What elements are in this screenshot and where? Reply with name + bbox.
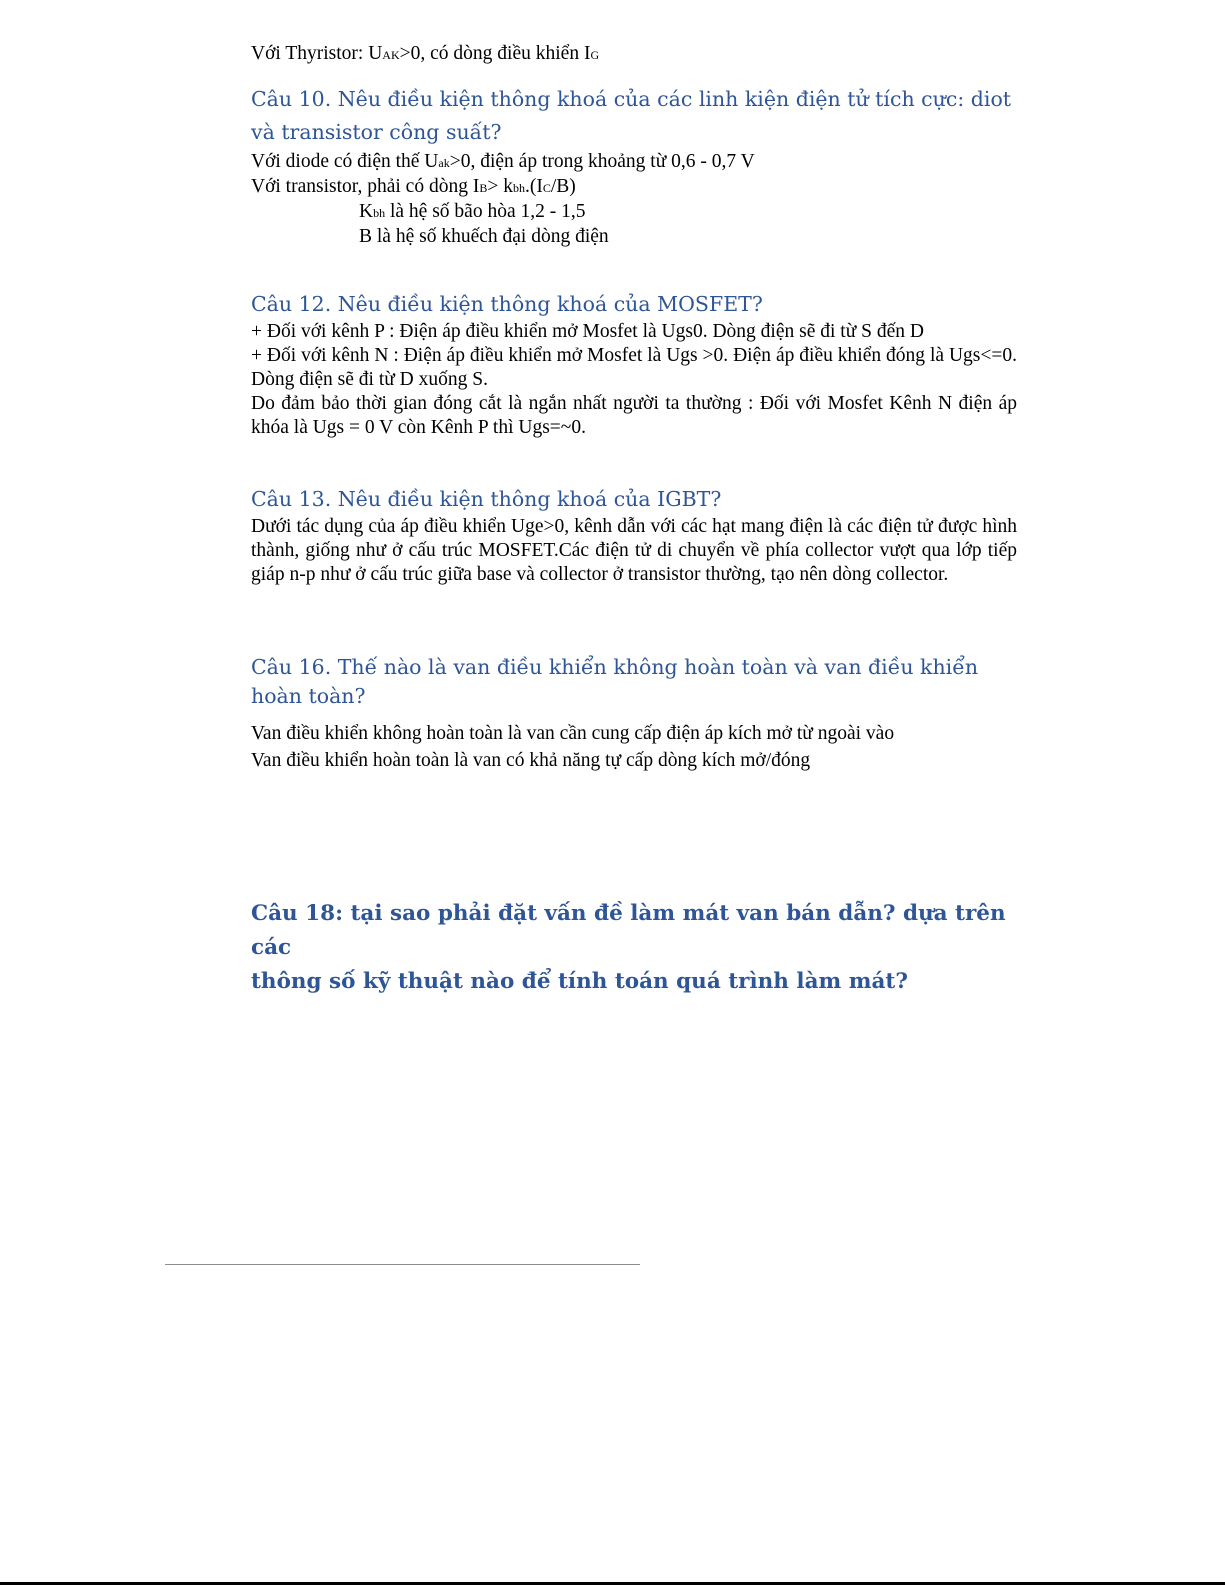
- transistor-suffix: /B): [550, 176, 576, 197]
- transistor-prefix: Với transistor, phải có dòng I: [251, 176, 480, 197]
- question-12-answer: [251, 320, 1017, 440]
- kbh-line: [251, 200, 1017, 225]
- thyristor-prefix: Với Thyristor: U: [251, 43, 383, 64]
- thyristor-sub-ak: AK: [382, 48, 400, 62]
- diode-sub: ak: [438, 156, 450, 170]
- question-18-title-line2: thông số kỹ thuật nào để tính toán quá trình làm mát?: [251, 969, 908, 994]
- diode-line: [251, 150, 1017, 175]
- kbh-sub: bh: [373, 206, 386, 220]
- question-16-answer: [251, 720, 1017, 774]
- question-12-title: Câu 12. Nêu điều kiện thông khoá của MOSFET?: [251, 292, 763, 316]
- thyristor-sub-g: G: [590, 48, 600, 62]
- question-16: [251, 653, 1017, 711]
- question-16-line1: Van điều khiển không hoàn toàn là van cần cung cấp điện áp kích mở từ ngoài vào: [251, 723, 895, 744]
- question-18: [251, 897, 1017, 999]
- question-10-title-line2: và transistor công suất?: [251, 120, 502, 144]
- transistor-mid: > k: [487, 176, 513, 197]
- thyristor-mid: >0, có dòng điều khiển I: [399, 43, 591, 64]
- question-12-line1: + Đối với kênh P : Điện áp điều khiển mở Mosfet là Ugs0. Dòng điện sẽ đi từ S đến D: [251, 321, 924, 342]
- question-16-title-line1: Câu 16. Thế nào là van điều khiển không hoàn toàn và van điều khiển: [251, 655, 979, 679]
- question-16-title-line2: hoàn toàn?: [251, 684, 366, 708]
- question-10-title-line1: Câu 10. Nêu điều kiện thông khoá của các linh kiện điện tử tích cực: diot: [251, 87, 1012, 111]
- question-13-title: Câu 13. Nêu điều kiện thông khoá của IGBT?: [251, 487, 722, 511]
- question-18-title-line1: Câu 18: tại sao phải đặt vấn đề làm mát van bán dẫn? dựa trên các: [251, 901, 1006, 960]
- question-12-para3: Do đảm bảo thời gian đóng cắt là ngắn nhất người ta thường : Đối với Mosfet Kênh N điện áp khóa là Ugs = 0 V còn Kênh P thì Ugs=~0.: [251, 393, 1017, 438]
- question-12: [251, 288, 1017, 321]
- footnote-separator: [165, 1264, 640, 1265]
- question-12-para2: + Đối với kênh N : Điện áp điều khiển mở Mosfet là Ugs >0. Điện áp điều khiển đóng là Ugs<=0. Dòng điện sẽ đi từ D xuống S.: [251, 345, 1017, 390]
- b-line: B là hệ số khuếch đại dòng điện: [359, 226, 609, 247]
- question-13: [251, 483, 1017, 516]
- transistor-sub-c: C: [542, 181, 551, 195]
- transistor-line: [251, 175, 1017, 200]
- diode-suffix: >0, điện áp trong khoảng từ 0,6 - 0,7 V: [449, 151, 755, 172]
- transistor-sub-bh: bh: [512, 181, 525, 195]
- diode-prefix: Với diode có điện thế U: [251, 151, 439, 172]
- question-13-para: Dưới tác dụng của áp điều khiển Uge>0, kênh dẫn với các hạt mang điện là các điện tử được hình thành, giống như ở cấu trúc MOSFET.Các điện tử di chuyển về phía collector vượt qua lớp tiếp giáp n-p như ở cấu trúc giữa base và collector ở transistor thường, tạo nên dòng collector.: [251, 516, 1017, 585]
- thyristor-line: [251, 42, 1017, 67]
- transistor-mid2: .(I: [524, 176, 543, 197]
- question-13-answer: [251, 515, 1017, 587]
- question-10-answer: [251, 150, 1017, 249]
- question-16-line2: Van điều khiển hoàn toàn là van có khả năng tự cấp dòng kích mở/đóng: [251, 750, 811, 771]
- kbh-prefix: K: [359, 201, 374, 222]
- transistor-sub-b: B: [479, 181, 488, 195]
- kbh-suffix: là hệ số bão hòa 1,2 - 1,5: [385, 201, 586, 222]
- question-10: [251, 83, 1017, 149]
